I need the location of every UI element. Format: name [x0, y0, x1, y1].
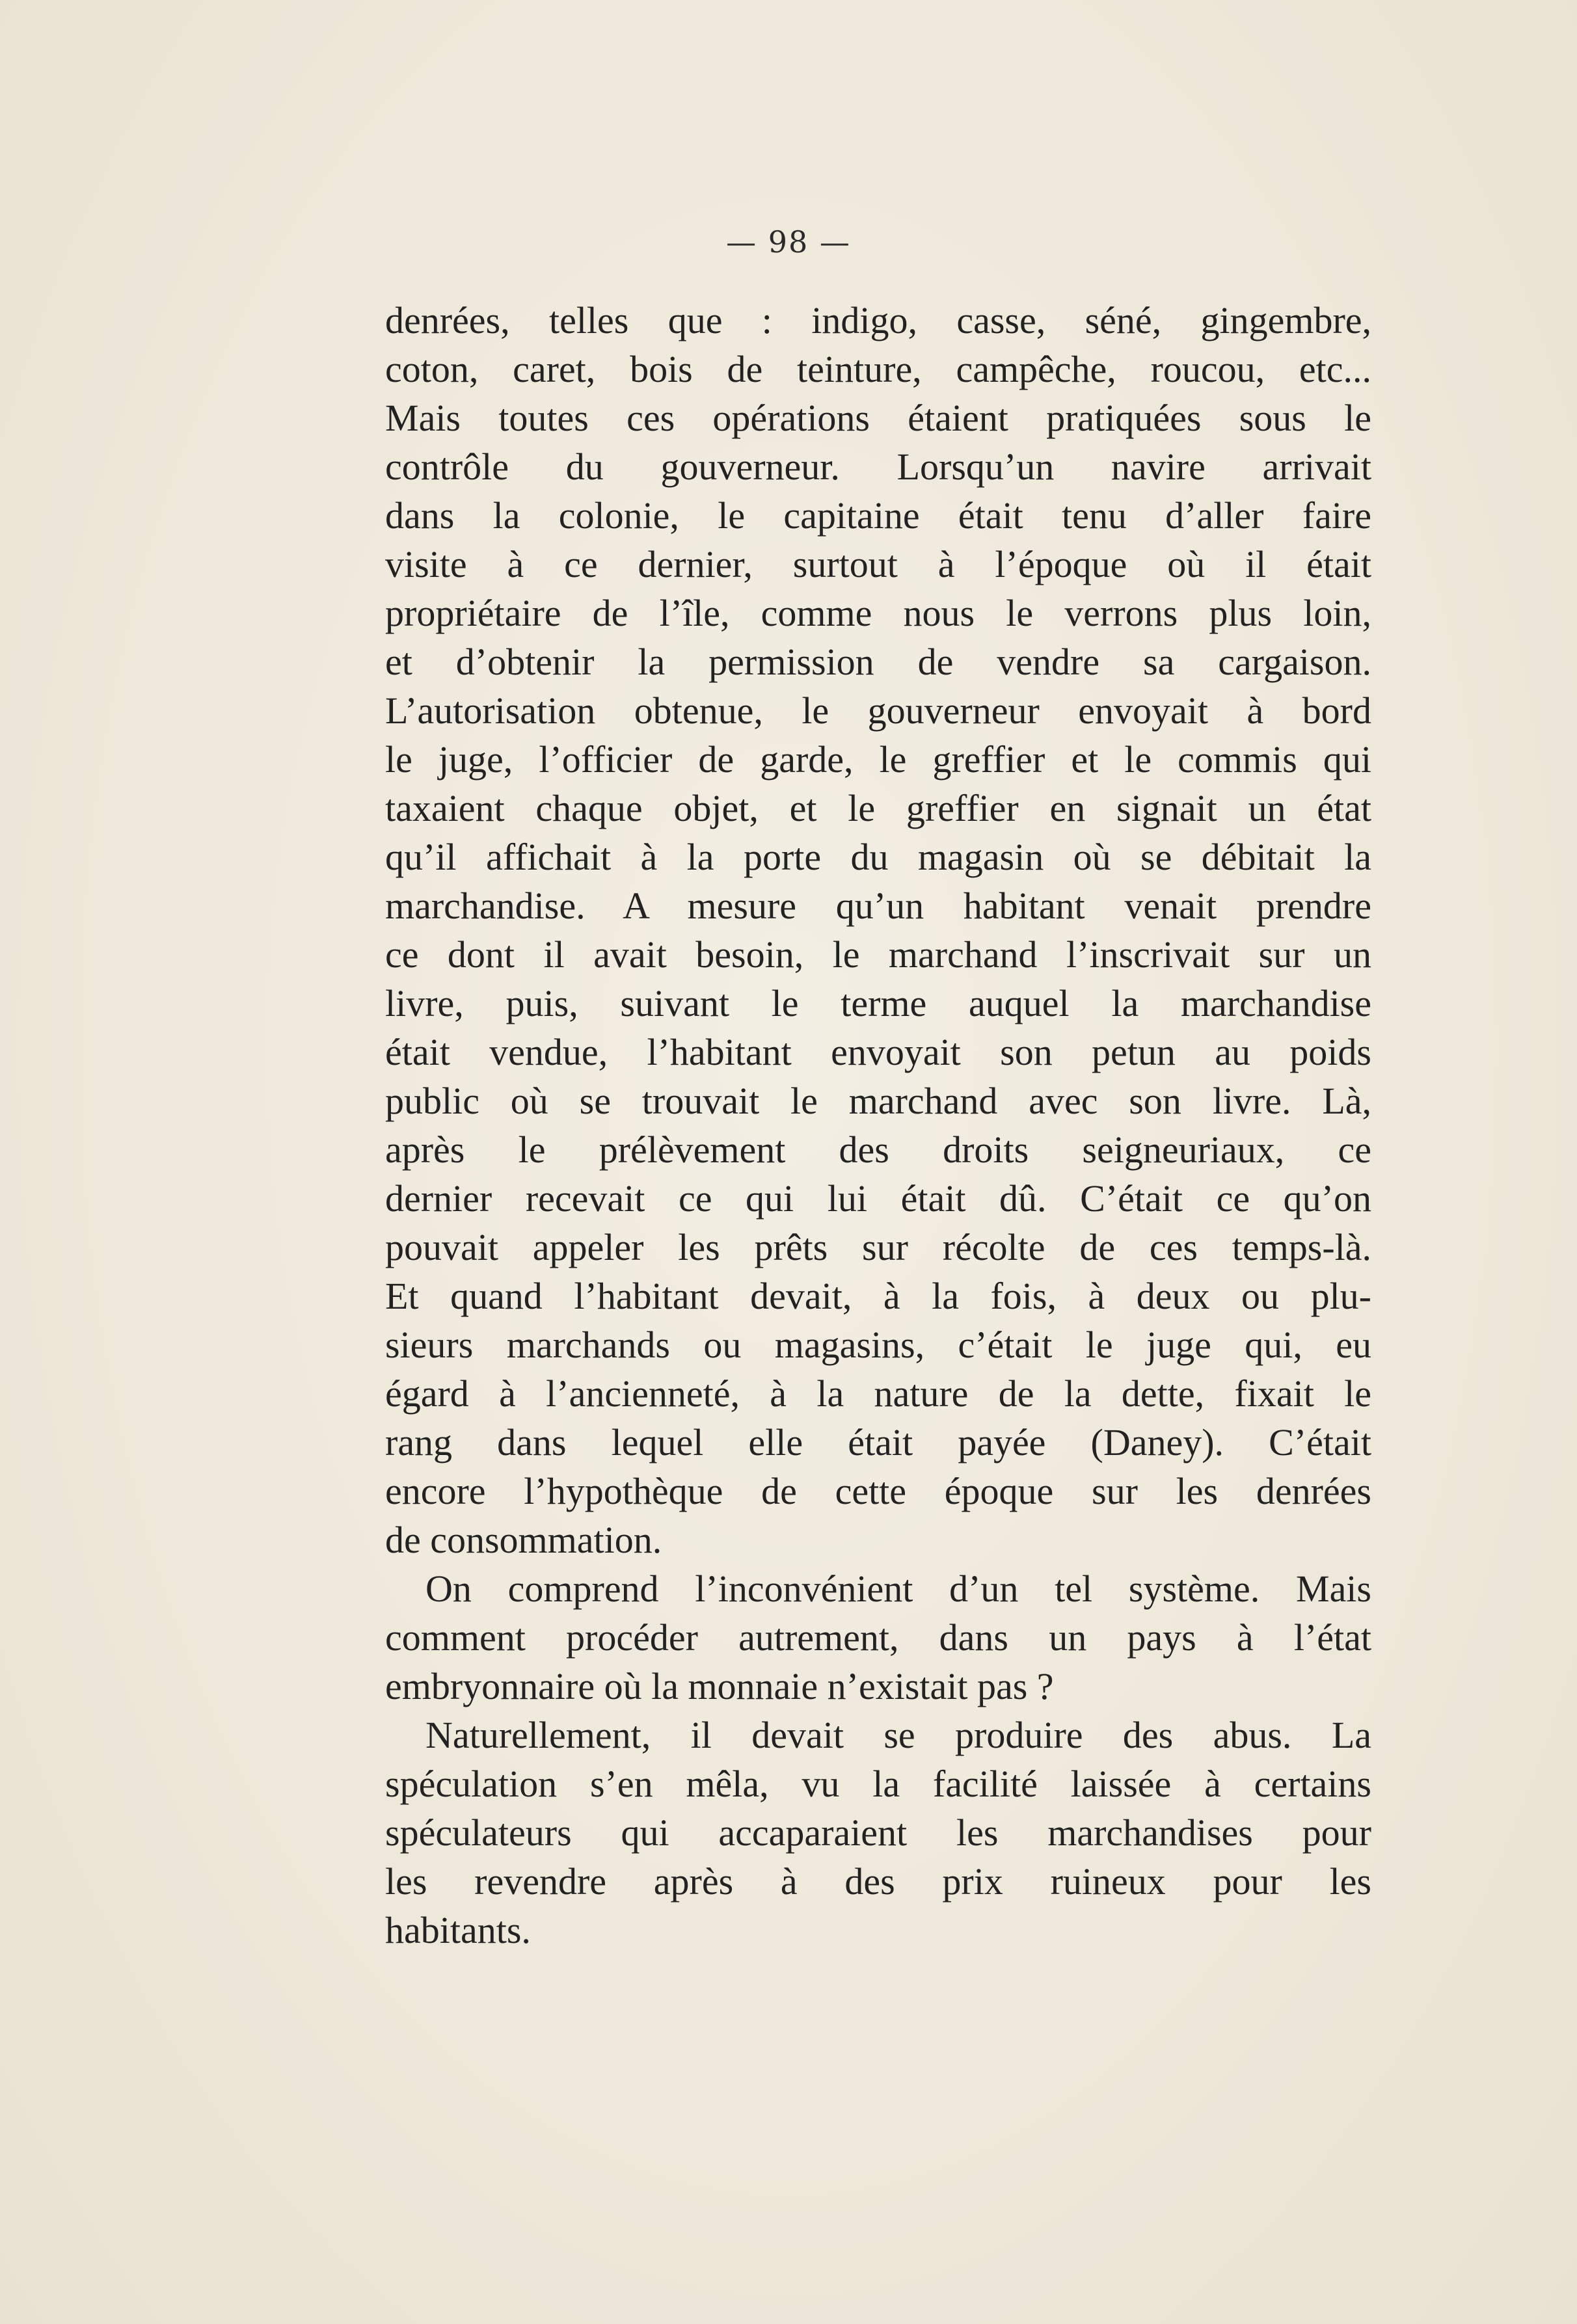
text-line: livre, puis, suivant le terme auquel la marchandise	[385, 982, 1371, 1024]
text-line: égard à l’ancienneté, à la nature de la dette, fixait le	[385, 1372, 1371, 1415]
text-line: après le prélèvement des droits seigneuriaux, ce	[385, 1129, 1371, 1171]
text-line: denrées, telles que : indigo, casse, séné, gingembre,	[385, 299, 1371, 341]
text-line: contrôle du gouverneur. Lorsqu’un navire arrivait	[385, 446, 1371, 488]
text-line: public où se trouvait le marchand avec son livre. Là,	[385, 1080, 1371, 1122]
text-line: de consommation.	[385, 1519, 662, 1561]
text-line: Et quand l’habitant devait, à la fois, à deux ou plu-	[385, 1275, 1371, 1317]
text-line: taxaient chaque objet, et le greffier en signait un état	[385, 787, 1371, 829]
page-number: — 98 —	[726, 224, 851, 260]
text-line: rang dans lequel elle était payée (Daney). C’était	[385, 1421, 1371, 1463]
text-line: et d’obtenir la permission de vendre sa cargaison.	[385, 641, 1371, 683]
paragraph	[385, 1564, 1371, 1711]
text-line: visite à ce dernier, surtout à l’époque où il était	[385, 543, 1371, 585]
text-line: marchandise. A mesure qu’un habitant venait prendre	[385, 885, 1371, 927]
paragraph	[385, 1711, 1371, 1955]
text-line: pouvait appeler les prêts sur récolte de ces temps-là.	[385, 1226, 1371, 1268]
text-line: dans la colonie, le capitaine était tenu d’aller faire	[385, 494, 1371, 537]
text-line: propriétaire de l’île, comme nous le verrons plus loin,	[385, 592, 1371, 634]
text-line: habitants.	[385, 1909, 531, 1951]
text-line: les revendre après à des prix ruineux pour les	[385, 1860, 1371, 1903]
text-line: le juge, l’officier de garde, le greffier et le commis qui	[385, 738, 1371, 781]
text-line: dernier recevait ce qui lui était dû. C’était ce qu’on	[385, 1177, 1371, 1220]
paragraph	[385, 296, 1371, 1564]
text-line: spéculation s’en mêla, vu la facilité laissée à certains	[385, 1763, 1371, 1805]
text-line: ce dont il avait besoin, le marchand l’inscrivait sur un	[385, 933, 1371, 976]
text-line: comment procéder autrement, dans un pays à l’état	[385, 1616, 1371, 1659]
text-line: encore l’hypothèque de cette époque sur les denrées	[385, 1470, 1371, 1512]
text-line: embryonnaire où la monnaie n’existait pas ?	[385, 1665, 1054, 1707]
text-line: spéculateurs qui accaparaient les marchandises pour	[385, 1811, 1371, 1854]
text-line: était vendue, l’habitant envoyait son petun au poids	[385, 1031, 1371, 1073]
body-text	[385, 296, 1371, 1955]
text-line: Mais toutes ces opérations étaient pratiquées sous le	[385, 397, 1371, 439]
text-line: sieurs marchands ou magasins, c’était le juge qui, eu	[385, 1324, 1371, 1366]
text-line: qu’il affichait à la porte du magasin où se débitait la	[385, 836, 1371, 878]
text-line: On comprend l’inconvénient d’un tel système. Mais	[425, 1568, 1371, 1610]
text-line: Naturellement, il devait se produire des abus. La	[425, 1714, 1371, 1756]
text-line: coton, caret, bois de teinture, campêche, roucou, etc...	[385, 348, 1371, 390]
text-line: L’autorisation obtenue, le gouverneur envoyait à bord	[385, 689, 1371, 732]
